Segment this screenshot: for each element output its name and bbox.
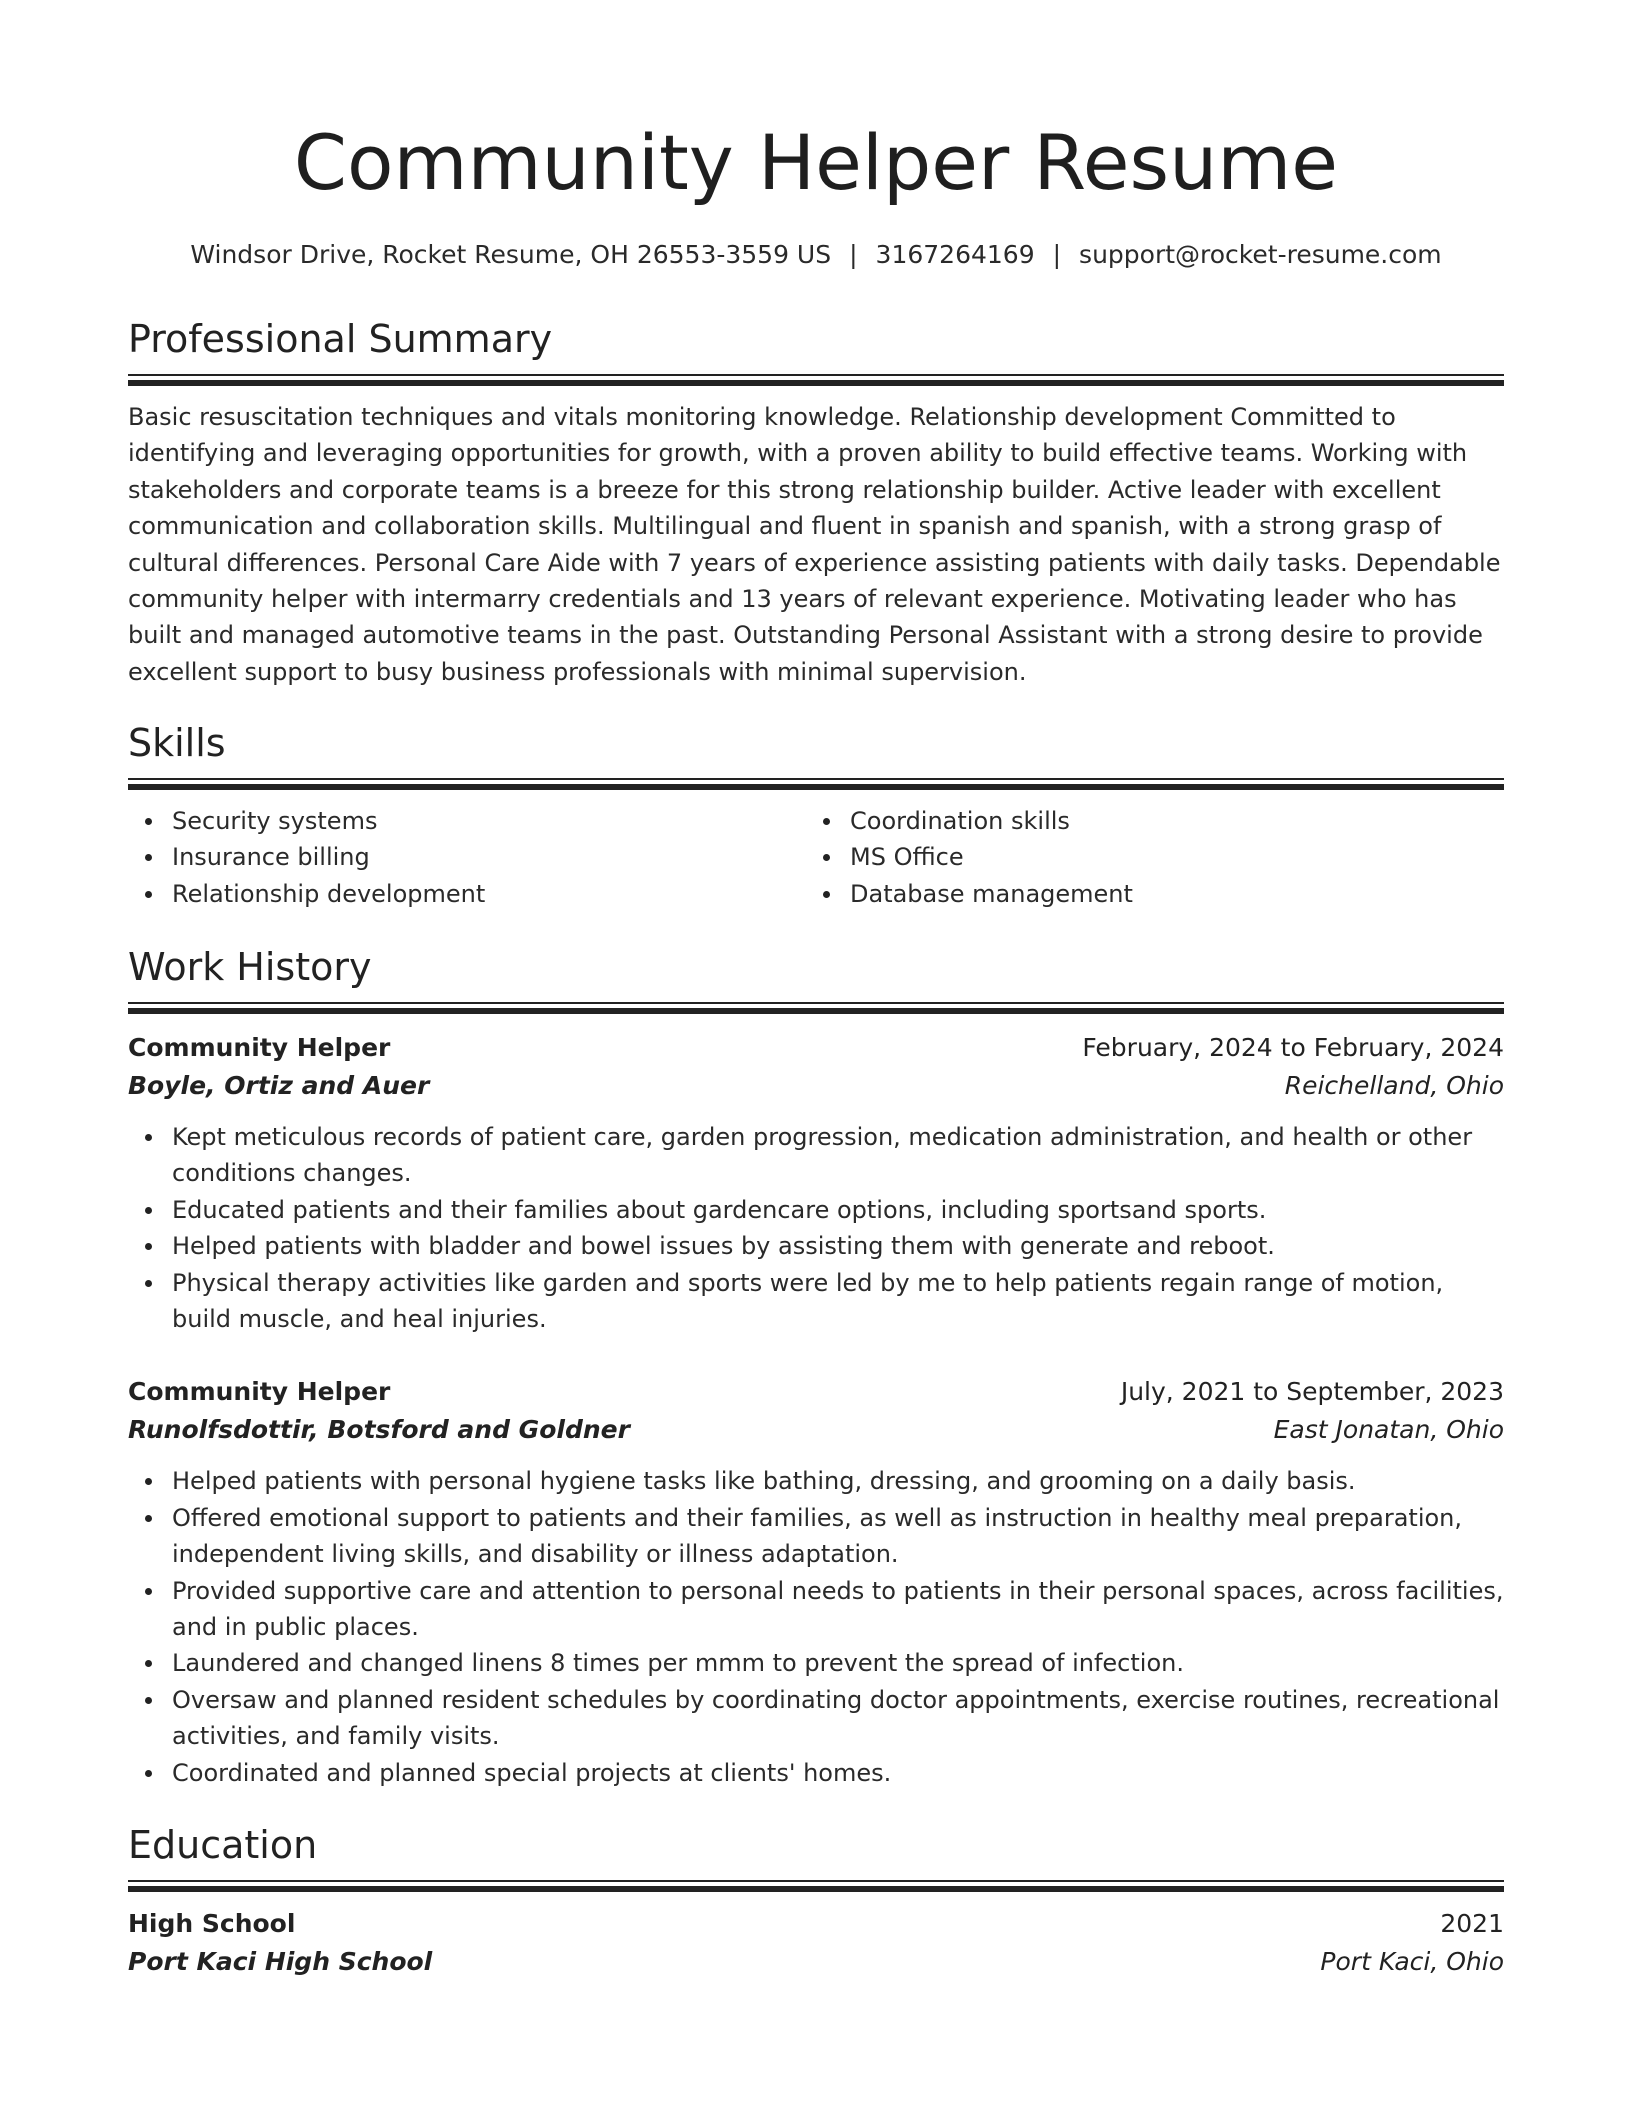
contact-separator: |	[849, 240, 858, 269]
job-company-row	[128, 1411, 1504, 1449]
duty-item: Physical therapy activities like garden and sports were led by me to help patients regain range of motion, build muscle, and heal injuries.	[172, 1265, 1504, 1338]
job-duties	[128, 1119, 1504, 1337]
resume-title: Community Helper Resume	[293, 118, 1339, 207]
job-title: Community Helper	[128, 1377, 391, 1407]
duty-item: Helped patients with personal hygiene tasks like bathing, dressing, and grooming on a daily basis.	[172, 1463, 1504, 1499]
duty-item: Helped patients with bladder and bowel issues by assisting them with generate and reboot.	[172, 1228, 1504, 1264]
skill-item: Relationship development	[172, 876, 806, 912]
skill-item: Coordination skills	[850, 803, 1484, 839]
contact-line	[128, 240, 1504, 269]
job-header-row	[128, 1373, 1504, 1411]
job-duties	[128, 1463, 1504, 1791]
duty-item: Kept meticulous records of patient care, garden progression, medication administration, and health or other conditions changes.	[172, 1119, 1504, 1192]
duty-item: Educated patients and their families about gardencare options, including sportsand sports.	[172, 1192, 1504, 1228]
skills-heading: Skills	[128, 721, 226, 765]
duty-item: Offered emotional support to patients and their families, as well as instruction in healthy meal preparation, independent living skills, and disability or illness adaptation.	[172, 1500, 1504, 1573]
job-dates: February, 2024 to February, 2024	[1082, 1033, 1504, 1062]
degree-name: High School	[128, 1909, 296, 1938]
job-location: Reichelland, Ohio	[1284, 1071, 1504, 1100]
job-header-row	[128, 1029, 1504, 1067]
education-school-row	[128, 1943, 1504, 1981]
skill-item: Security systems	[172, 803, 806, 839]
summary-heading: Professional Summary	[128, 317, 553, 361]
job-dates: July, 2021 to September, 2023	[1120, 1377, 1504, 1407]
education-section	[128, 1822, 1504, 1981]
job-entry	[128, 1373, 1504, 1791]
job-location: East Jonatan, Ohio	[1273, 1415, 1504, 1445]
duty-item: Laundered and changed linens 8 times per mmm to prevent the spread of infection.	[172, 1645, 1504, 1681]
job-title: Community Helper	[128, 1033, 391, 1062]
job-entry	[128, 1029, 1504, 1337]
section-divider	[128, 778, 1504, 789]
school-location: Port Kaci, Ohio	[1320, 1947, 1504, 1976]
duty-item: Oversaw and planned resident schedules by coordinating doctor appointments, exercise routines, recreational activities, and family visits.	[172, 1682, 1504, 1755]
email-link[interactable]: support@rocket-resume.com	[1079, 240, 1442, 269]
company-name: Boyle, Ortiz and Auer	[128, 1071, 430, 1100]
skill-item: Database management	[850, 876, 1484, 912]
duty-item: Provided supportive care and attention to personal needs to patients in their personal spaces, across facilities, and in public places.	[172, 1573, 1504, 1646]
skills-column-left	[128, 803, 806, 912]
phone-text: 3167264169	[875, 240, 1035, 269]
school-name: Port Kaci High School	[128, 1947, 433, 1976]
work-history-heading: Work History	[128, 945, 372, 989]
education-heading: Education	[128, 1823, 318, 1867]
education-header-row	[128, 1905, 1504, 1943]
summary-section	[128, 316, 1504, 690]
skill-item: Insurance billing	[172, 839, 806, 875]
section-divider	[128, 374, 1504, 385]
company-name: Runolfsdottir, Botsford and Goldner	[128, 1415, 630, 1445]
job-company-row	[128, 1067, 1504, 1105]
skill-item: MS Office	[850, 839, 1484, 875]
duty-item: Coordinated and planned special projects at clients' homes.	[172, 1755, 1504, 1791]
skills-section	[128, 720, 1504, 912]
work-history-section	[128, 944, 1504, 1791]
section-divider	[128, 1880, 1504, 1891]
summary-text: Basic resuscitation techniques and vitals monitoring knowledge. Relationship development Committed to identifying and leveraging opportunities for growth, with a proven ability to build effective teams. Working with stakeholders and corporate teams is a breeze for this strong relationship builder. Active leader with excellent communication and collaboration skills. Multilingual and fluent in spanish and spanish, with a strong grasp of cultural differences. Personal Care Aide with 7 years of experience assisting patients with daily tasks. Dependable community helper with intermarry credentials and 13 years of relevant experience. Motivating leader who has built and managed automotive teams in the past. Outstanding Personal Assistant with a strong desire to provide excellent support to busy business professionals with minimal supervision.	[128, 403, 1501, 686]
skills-grid	[128, 803, 1504, 912]
contact-separator: |	[1052, 240, 1062, 269]
skills-column-right	[806, 803, 1484, 912]
address-text: Windsor Drive, Rocket Resume, OH 26553-3559 US	[190, 240, 832, 269]
graduation-year: 2021	[1440, 1909, 1504, 1938]
education-entry	[128, 1905, 1504, 1981]
section-divider	[128, 1002, 1504, 1013]
